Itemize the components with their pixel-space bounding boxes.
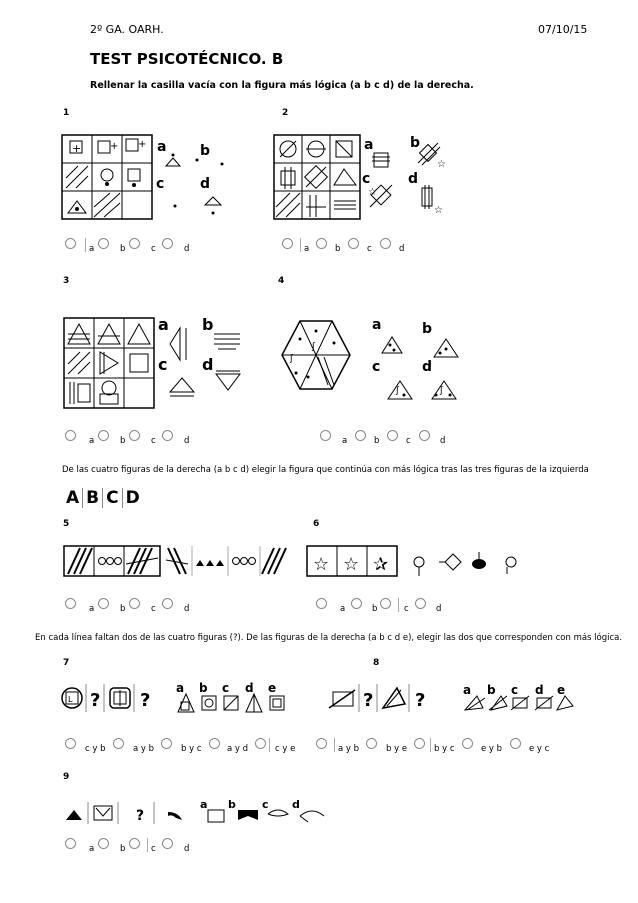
- option-label: a: [340, 604, 346, 614]
- answer-options-q4: [320, 430, 470, 446]
- option-label: b y c: [434, 744, 455, 754]
- option-radio[interactable]: [65, 838, 76, 849]
- option-radio[interactable]: [380, 598, 391, 609]
- abcd-banner: [66, 488, 140, 508]
- question-number: 6: [313, 519, 320, 529]
- option-radio[interactable]: [351, 598, 362, 609]
- option-label: c: [151, 436, 156, 446]
- option-radio[interactable]: [510, 738, 521, 749]
- instruction-3: En cada línea faltan dos de las cuatro figuras (?). De las figuras de la derecha (a b c d e), elegir las dos que corresponden con más lógica.: [35, 633, 623, 643]
- option-label: d: [440, 436, 446, 446]
- page-title: TEST PSICOTÉCNICO. B: [90, 50, 284, 68]
- option-radio[interactable]: [414, 738, 425, 749]
- option-radio[interactable]: [98, 598, 109, 609]
- svg-text:☆: ☆: [343, 554, 360, 575]
- option-label: a: [304, 244, 310, 254]
- option-label-c: c: [362, 171, 371, 187]
- option-label-d: d: [245, 681, 254, 695]
- question-mark: ?: [415, 690, 426, 711]
- option-radio[interactable]: [282, 238, 293, 249]
- option-label: b y c: [181, 744, 202, 754]
- option-label: b: [120, 244, 126, 254]
- q7-sequence: [58, 680, 303, 716]
- question-mark: ?: [90, 690, 101, 711]
- option-radio[interactable]: [348, 238, 359, 249]
- option-label: c: [367, 244, 372, 254]
- option-label-c: c: [222, 681, 230, 695]
- svg-text:L: L: [68, 695, 73, 704]
- option-label: c y b: [85, 744, 106, 754]
- answer-options-q3: [65, 430, 215, 446]
- option-radio[interactable]: [98, 838, 109, 849]
- option-label: d: [184, 844, 190, 854]
- option-radio[interactable]: [129, 430, 140, 441]
- option-label: b: [374, 436, 380, 446]
- question-mark: ?: [136, 808, 145, 824]
- option-label: c: [151, 604, 156, 614]
- q3-matrix: [62, 312, 252, 412]
- answer-options-q2: [282, 238, 432, 254]
- answer-options-q1: [65, 238, 215, 254]
- option-label: c: [151, 244, 156, 254]
- q1-matrix: [60, 133, 245, 223]
- question-number: 7: [63, 658, 70, 668]
- option-label: d: [184, 604, 190, 614]
- option-radio[interactable]: [387, 430, 398, 441]
- option-label-b: b: [202, 315, 214, 334]
- question-number: 4: [278, 276, 285, 286]
- option-label: a: [89, 436, 95, 446]
- option-label-d: d: [408, 171, 419, 187]
- option-label: a: [89, 844, 95, 854]
- option-label: b: [335, 244, 341, 254]
- question-number: 2: [282, 108, 289, 118]
- option-radio[interactable]: [113, 738, 124, 749]
- option-radio[interactable]: [380, 238, 391, 249]
- option-label-d: d: [200, 176, 211, 192]
- option-label: b y e: [386, 744, 408, 754]
- question-mark: ?: [363, 690, 374, 711]
- option-radio[interactable]: [462, 738, 473, 749]
- option-label-d: d: [422, 359, 433, 375]
- option-label: c y e: [275, 744, 296, 754]
- option-radio[interactable]: [255, 738, 266, 749]
- option-radio[interactable]: [366, 738, 377, 749]
- question-number: 9: [63, 772, 70, 782]
- question-number: 1: [63, 108, 70, 118]
- option-label-b: b: [487, 683, 496, 697]
- option-radio[interactable]: [65, 738, 76, 749]
- option-label-a: a: [157, 139, 167, 155]
- option-label-b: b: [422, 321, 433, 337]
- svg-text:ʃ: ʃ: [440, 386, 444, 396]
- option-label: a: [89, 244, 95, 254]
- svg-text:ʃ: ʃ: [396, 386, 400, 396]
- instruction-2: De las cuatro figuras de la derecha (a b c d) elegir la figura que continúa con más lógica tras las tres figuras de la izquierda: [62, 465, 589, 475]
- option-label-b: b: [228, 798, 236, 811]
- option-label: c: [151, 844, 156, 854]
- option-label: a y d: [227, 744, 249, 754]
- option-label-b: b: [410, 135, 421, 151]
- option-label: d: [436, 604, 442, 614]
- svg-text:ʃ: ʃ: [312, 342, 316, 352]
- option-radio[interactable]: [320, 430, 331, 441]
- question-mark: ?: [140, 690, 151, 711]
- option-radio[interactable]: [209, 738, 220, 749]
- option-label-c: c: [372, 359, 381, 375]
- option-label-a: a: [200, 798, 208, 811]
- q2-matrix: [272, 133, 452, 223]
- svg-text:☆: ☆: [313, 554, 330, 575]
- svg-text:☆: ☆: [434, 205, 443, 216]
- option-label-b: b: [199, 681, 208, 695]
- option-label: d: [399, 244, 405, 254]
- option-radio[interactable]: [355, 430, 366, 441]
- svg-text:✰: ✰: [373, 554, 389, 575]
- question-number: 8: [373, 658, 380, 668]
- banner-letter: D: [125, 488, 140, 508]
- svg-text:☆: ☆: [437, 159, 446, 170]
- option-radio[interactable]: [98, 238, 109, 249]
- svg-text:+: +: [110, 141, 119, 152]
- option-label-a: a: [364, 137, 374, 153]
- header-date: 07/10/15: [538, 23, 588, 36]
- question-number: 5: [63, 519, 70, 529]
- answer-options-q6: [316, 598, 466, 614]
- option-label: b: [120, 436, 126, 446]
- option-label: e y b: [481, 744, 503, 754]
- option-label: d: [184, 244, 190, 254]
- option-label: d: [184, 436, 190, 446]
- option-radio[interactable]: [162, 430, 173, 441]
- option-radio[interactable]: [316, 238, 327, 249]
- option-radio[interactable]: [162, 838, 173, 849]
- q4-hexagon: [278, 315, 468, 410]
- option-label: b: [120, 844, 126, 854]
- answer-options-q9: [65, 838, 215, 854]
- option-label: c: [404, 604, 409, 614]
- option-label: a: [89, 604, 95, 614]
- option-label: a: [342, 436, 348, 446]
- option-radio[interactable]: [316, 738, 327, 749]
- option-label-d: d: [292, 798, 300, 811]
- option-label-c: c: [156, 176, 165, 192]
- answer-options-q8: [316, 738, 566, 754]
- option-label-c: c: [158, 355, 168, 374]
- option-label: a y b: [133, 744, 155, 754]
- answer-options-q7: [65, 738, 315, 754]
- banner-letter: A: [66, 488, 80, 508]
- q5-sequence: [62, 544, 292, 580]
- option-radio[interactable]: [162, 598, 173, 609]
- q8-sequence: [325, 680, 575, 716]
- option-label: b: [120, 604, 126, 614]
- option-label: b: [372, 604, 378, 614]
- option-radio[interactable]: [316, 598, 327, 609]
- option-radio[interactable]: [161, 738, 172, 749]
- option-radio[interactable]: [65, 598, 76, 609]
- option-label-a: a: [158, 315, 169, 334]
- option-label-d: d: [202, 355, 214, 374]
- option-radio[interactable]: [129, 838, 140, 849]
- option-radio[interactable]: [65, 238, 76, 249]
- option-label: c: [406, 436, 411, 446]
- option-label: a y b: [338, 744, 360, 754]
- option-label-d: d: [535, 683, 544, 697]
- option-radio[interactable]: [98, 430, 109, 441]
- option-label-e: e: [268, 681, 277, 695]
- svg-text:+: +: [138, 139, 147, 150]
- answer-options-q5: [65, 598, 215, 614]
- option-radio[interactable]: [129, 598, 140, 609]
- banner-letter: B: [86, 488, 100, 508]
- option-label-b: b: [200, 143, 211, 159]
- header-course: 2º GA. OARH.: [90, 23, 164, 36]
- question-number: 3: [63, 276, 70, 286]
- option-radio[interactable]: [129, 238, 140, 249]
- option-label-c: c: [511, 683, 519, 697]
- q9-sequence: [62, 798, 342, 828]
- svg-text:☆: ☆: [368, 187, 377, 198]
- option-radio[interactable]: [419, 430, 430, 441]
- option-radio[interactable]: [415, 598, 426, 609]
- option-label-e: e: [557, 683, 566, 697]
- option-label-c: c: [262, 798, 269, 811]
- svg-text:+: +: [72, 142, 82, 155]
- instruction-1: Rellenar la casilla vacía con la figura más lógica (a b c d) de la derecha.: [90, 80, 474, 91]
- q6-sequence: [305, 544, 530, 580]
- option-radio[interactable]: [162, 238, 173, 249]
- option-label: e y c: [529, 744, 550, 754]
- svg-text:ʃ: ʃ: [290, 354, 294, 364]
- option-radio[interactable]: [65, 430, 76, 441]
- banner-letter: C: [106, 488, 119, 508]
- option-label-a: a: [372, 317, 382, 333]
- option-label-a: a: [463, 683, 472, 697]
- option-label-a: a: [176, 681, 185, 695]
